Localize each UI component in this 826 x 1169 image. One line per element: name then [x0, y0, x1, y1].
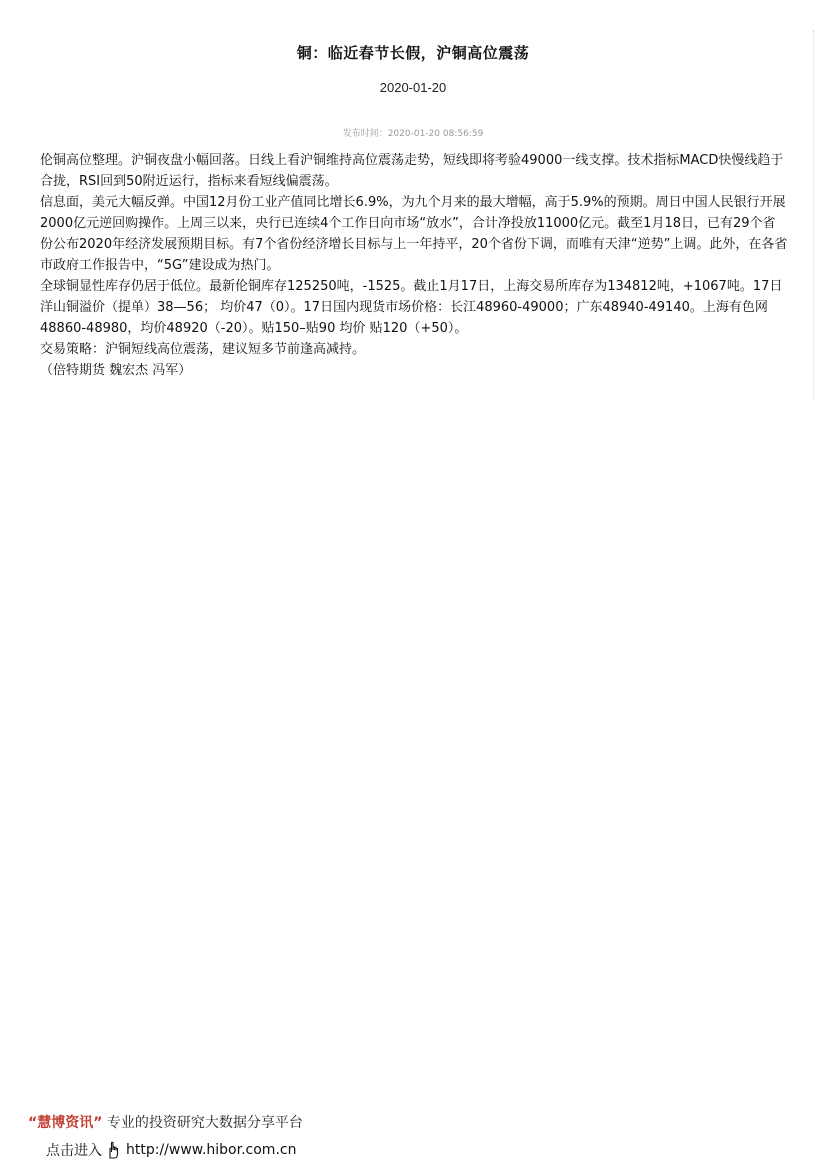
brand-name: 慧博资讯 — [37, 1115, 94, 1131]
paragraph-authors: （倍特期货 魏宏杰 冯军） — [40, 363, 192, 378]
footer-link[interactable] — [46, 1140, 296, 1160]
click-enter-text: 点击进入 — [46, 1143, 102, 1159]
paragraph-technical: 伦铜高位整理。沪铜夜盘小幅回落。日线上看沪铜维持高位震荡走势，短线即将考验49000一线支撑。技术指标MACD快慢线趋于合拢，RSI回到50附近运行，指标来看短线偏震荡。 — [40, 153, 784, 189]
pointing-hand-icon — [104, 1140, 124, 1160]
document-date: 2020-01-20 — [379, 80, 447, 95]
quote-close: ” — [93, 1115, 103, 1131]
article-body — [40, 150, 788, 381]
footer-slogan — [28, 1112, 303, 1132]
paragraph-inventory: 全球铜显性库存仍居于低位。最新伦铜库存125250吨，-1525。截止1月17日，上海交易所库存为134812吨，+1067吨。17日洋山铜溢价（提单）38—56； 均价47（0）。17日国内现货市场价格：长江48960-49000；广东48940-49140。上海有色网48860-48980，均价48920（-20）。贴150–贴90 均价 贴120（+50）。 — [40, 279, 783, 336]
site-url-link[interactable]: http://www.hibor.com.cn — [126, 1142, 297, 1158]
slogan-text: 专业的投资研究大数据分享平台 — [106, 1115, 303, 1131]
paragraph-strategy: 交易策略：沪铜短线高位震荡，建议短多节前逢高减持。 — [40, 342, 366, 357]
quote-open: “ — [28, 1115, 38, 1131]
publish-time: 发布时间：2020-01-20 08:56:59 — [342, 129, 484, 139]
document-title: 铜：临近春节长假，沪铜高位震荡 — [296, 44, 530, 62]
paragraph-news: 信息面，美元大幅反弹。中国12月份工业产值同比增长6.9%，为九个月来的最大增幅，高于5.9%的预期。周日中国人民银行开展2000亿元逆回购操作。上周三以来，央行已连续4个工作日向市场“放水”，合计净投放11000亿元。截至1月18日，已有29个省份公布2020年经济发展预期目标。有7个省份经济增长目标与上一年持平，20个省份下调，而唯有天津“逆势”上调。此外，在各省市政府工作报告中，“5G”建设成为热门。 — [40, 195, 788, 273]
